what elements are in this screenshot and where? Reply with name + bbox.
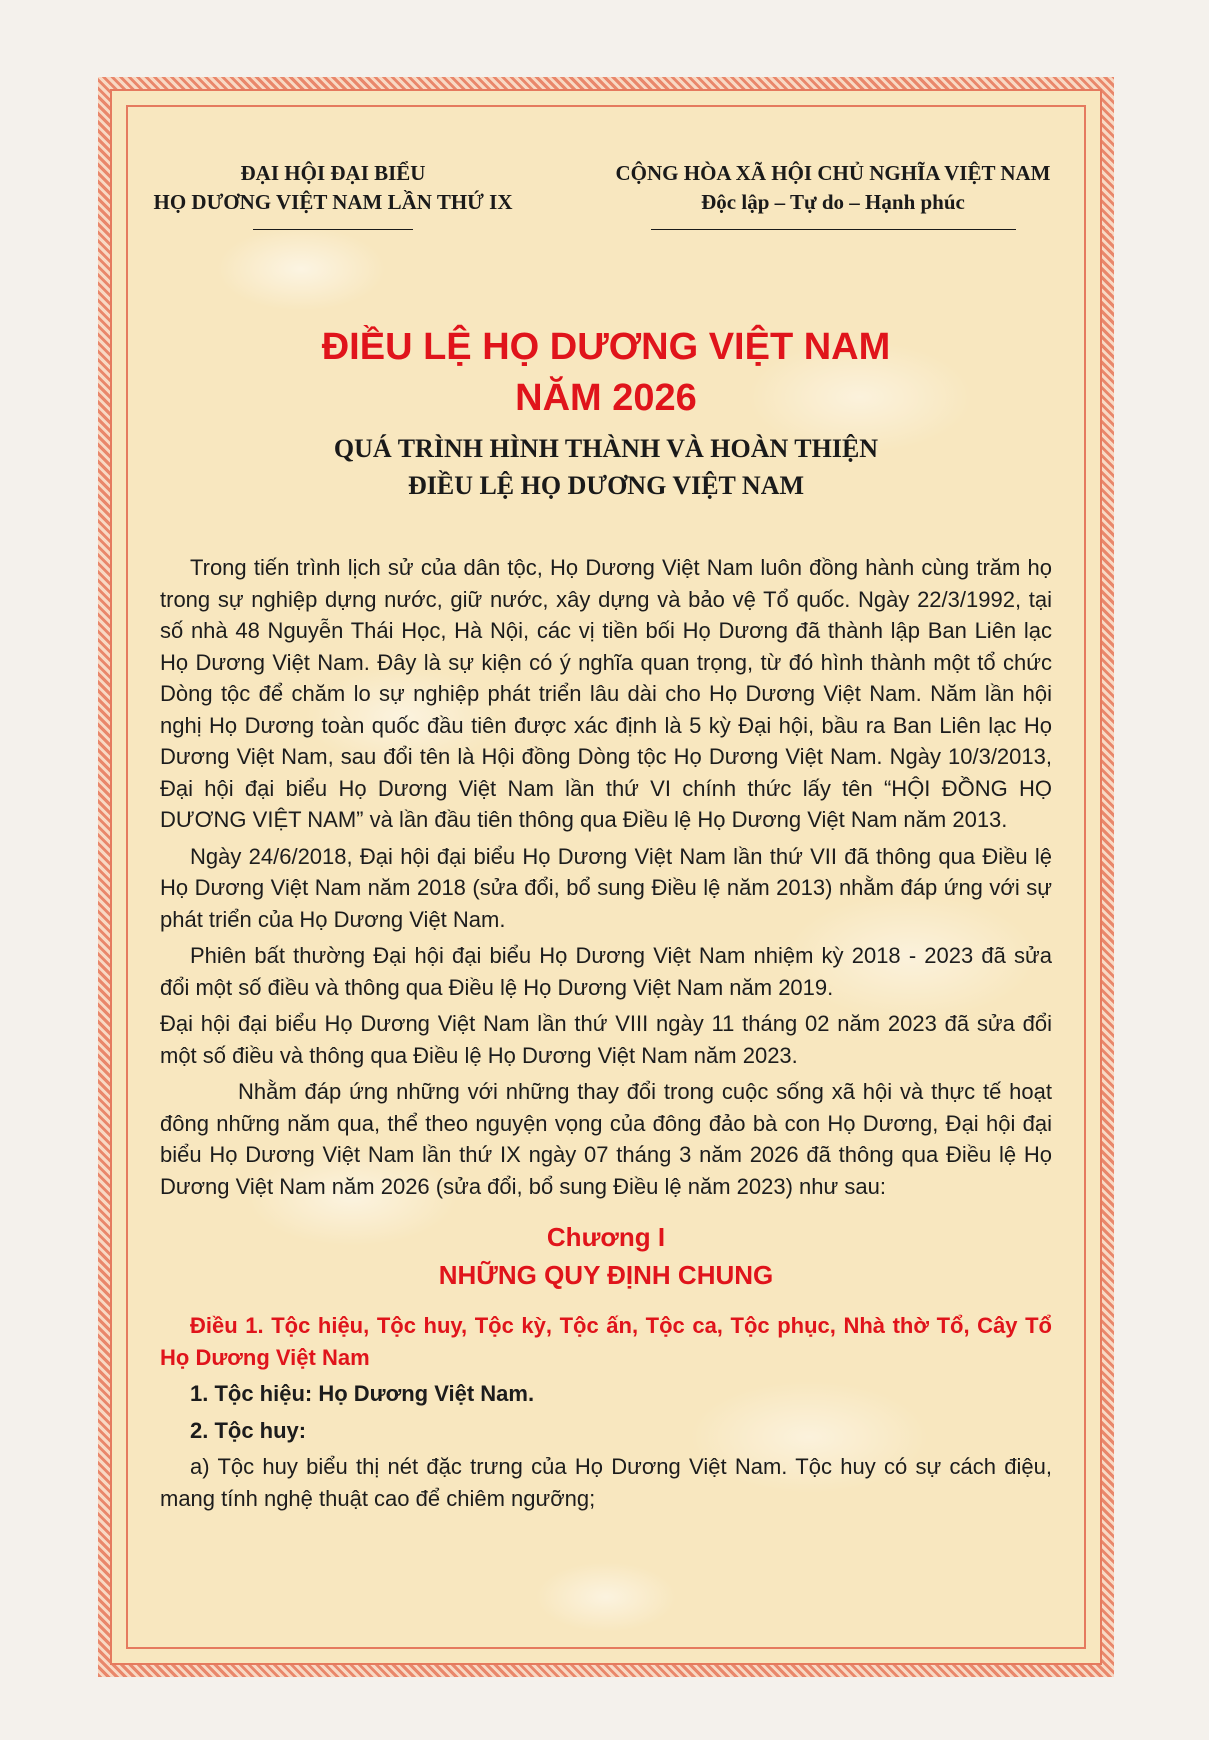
paragraph: Phiên bất thường Đại hội đại biểu Họ Dương Việt Nam nhiệm kỳ 2018 - 2023 đã sửa đổi một số điều và thông qua Điều lệ Họ Dương Việt Nam năm 2019. [160,943,1052,1000]
title-line2: NĂM 2026 [515,377,697,419]
article-item: 2. Tộc huy: [190,1417,307,1443]
document-subtitle [98,430,1114,504]
motto-line: Độc lập – Tự do – Hạnh phúc [701,190,965,214]
document-header [98,159,1114,229]
title-line1: ĐIỀU LỆ HỌ DƯƠNG VIỆT NAM [321,326,891,368]
chapter-number: Chương I [546,1222,666,1252]
document-body [160,552,1052,1519]
chapter-heading [160,1218,1052,1294]
paragraph: Nhằm đáp ứng những với những thay đổi trong cuộc sống xã hội và thực tế hoạt đông những năm qua, thể theo nguyện vọng của đông đảo bà con Họ Dương, Đại hội đại biểu Họ Dương Việt Nam lần thứ IX ngày 07 tháng 3 năm 2026 đã thông qua Điều lệ Họ Dương Việt Nam năm 2026 (sửa đổi, bổ sung Điều lệ năm 2023) như sau: [160,1079,1052,1199]
motto-underline [651,229,1016,230]
document-page [98,77,1114,1677]
paragraph: Ngày 24/6/2018, Đại hội đại biểu Họ Dương Việt Nam lần thứ VII đã thông qua Điều lệ Họ Dương Việt Nam năm 2018 (sửa đổi, bổ sung Điều lệ năm 2013) nhằm đáp ứng với sự phát triển của Họ Dương Việt Nam. [160,843,1052,932]
issuing-body [133,159,533,230]
subtitle-line1: QUÁ TRÌNH HÌNH THÀNH VÀ HOÀN THIỆN [333,434,879,463]
article-heading: Điều 1. Tộc hiệu, Tộc huy, Tộc kỳ, Tộc ấn, Tộc ca, Tộc phục, Nhà thờ Tổ, Cây Tổ Họ Dương Việt Nam [160,1313,1052,1370]
national-motto [573,159,1093,230]
issuing-body-underline [253,229,413,230]
article-subitem: a) Tộc huy biểu thị nét đặc trưng của Họ Dương Việt Nam. Tộc huy có sự cách điệu, mang tính nghệ thuật cao để chiêm ngưỡng; [160,1454,1052,1511]
national-name: CỘNG HÒA XÃ HỘI CHỦ NGHĨA VIỆT NAM [615,161,1051,185]
article-item: 1. Tộc hiệu: Họ Dương Việt Nam. [190,1381,535,1406]
chapter-title: NHỮNG QUY ĐỊNH CHUNG [438,1260,774,1290]
subtitle-line2: ĐIỀU LỆ HỌ DƯƠNG VIỆT NAM [407,471,805,500]
paragraph: Đại hội đại biểu Họ Dương Việt Nam lần thứ VIII ngày 11 tháng 02 năm 2023 đã sửa đổi một số điều và thông qua Điều lệ Họ Dương Việt Nam năm 2023. [160,1011,1052,1068]
document-title [98,322,1114,424]
issuing-body-line2: HỌ DƯƠNG VIỆT NAM LẦN THỨ IX [153,190,513,214]
paragraph: Trong tiến trình lịch sử của dân tộc, Họ Dương Việt Nam luôn đồng hành cùng trăm họ trong sự nghiệp dựng nước, giữ nước, xây dựng và bảo vệ Tổ quốc. Ngày 22/3/1992, tại số nhà 48 Nguyễn Thái Học, Hà Nội, các vị tiền bối Họ Dương đã thành lập Ban Liên lạc Họ Dương Việt Nam. Đây là sự kiện có ý nghĩa quan trọng, từ đó hình thành một tổ chức Dòng tộc để chăm lo sự nghiệp phát triển lâu dài cho Họ Dương Việt Nam. Năm lần hội nghị Họ Dương toàn quốc đầu tiên được xác định là 5 kỳ Đại hội, bầu ra Ban Liên lạc Họ Dương Việt Nam, sau đổi tên là Hội đồng Dòng tộc Họ Dương Việt Nam. Ngày 10/3/2013, Đại hội đại biểu Họ Dương Việt Nam lần thứ VI chính thức lấy tên “HỘI ĐỒNG HỌ DƯƠNG VIỆT NAM” và lần đầu tiên thông qua Điều lệ Họ Dương Việt Nam năm 2013. [160,555,1052,832]
issuing-body-line1: ĐẠI HỘI ĐẠI BIỂU [240,161,426,185]
